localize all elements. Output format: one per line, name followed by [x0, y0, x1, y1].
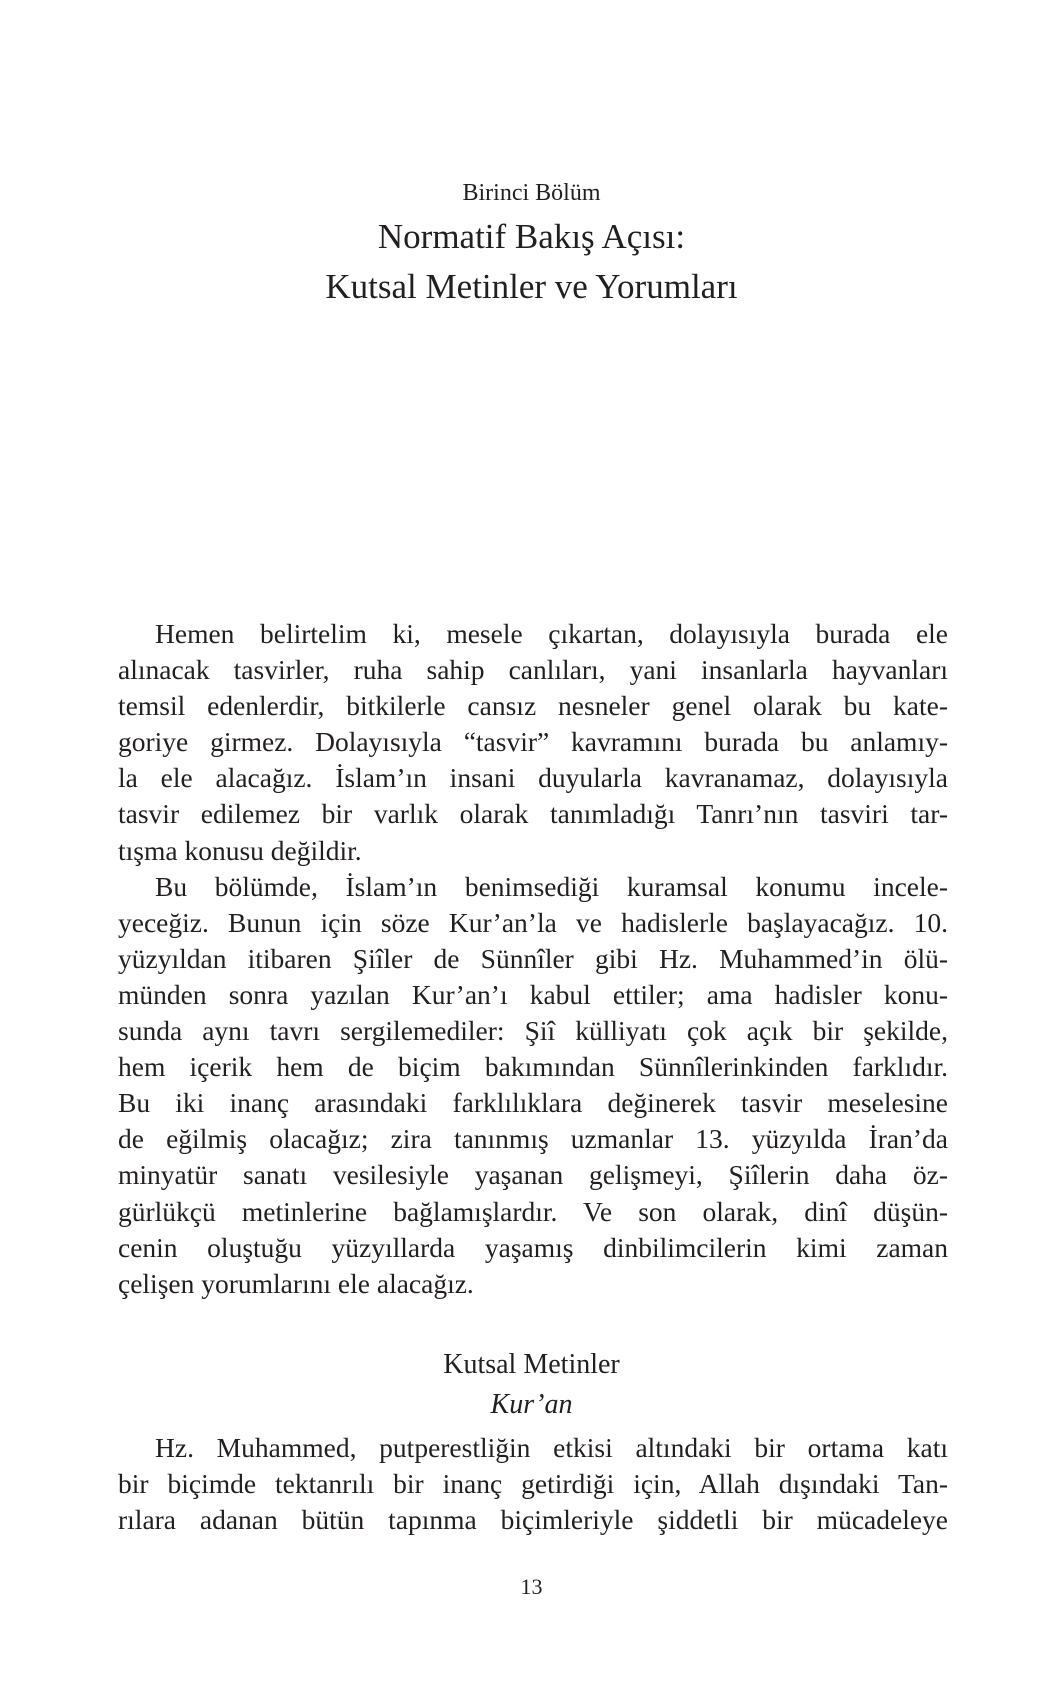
paragraph-line: sunda aynı tavrı sergilemediler: Şiî külliyatı çok açık bir şekilde,	[118, 1015, 948, 1047]
paragraph-line: Hemen belirtelim ki, mesele çıkartan, dolayısıyla burada ele	[155, 618, 948, 649]
paragraph-line: de eğilmiş olacağız; zira tanınmış uzmanlar 13. yüzyılda İran’da	[118, 1123, 948, 1155]
paragraph-line: gürlükçü metinlerine bağlamışlardır. Ve son olarak, dinî düşün-	[118, 1195, 948, 1227]
chapter-label: Birinci Bölüm	[462, 180, 601, 206]
paragraph-line: münden sonra yazılan Kur’an’ı kabul ettiler; ama hadisler konu-	[118, 978, 948, 1010]
quran-paragraph	[118, 1430, 948, 1538]
paragraph-line: temsil edenlerdir, bitkilerle cansız nesneler genel olarak bu kate-	[118, 690, 948, 722]
chapter-title-line: Kutsal Metinler ve Yorumları	[325, 267, 738, 306]
paragraph-line: yüzyıldan itibaren Şiîler de Sünnîler gibi Hz. Muhammed’in ölü-	[118, 942, 948, 974]
page-number: 13	[520, 1574, 543, 1599]
paragraph-line: tışma konusu değildir.	[118, 834, 362, 866]
paragraph-line: çelişen yorumlarını ele alacağız.	[118, 1267, 474, 1299]
paragraph-line: hem içerik hem de biçim bakımından Sünnîlerinkinden farklıdır.	[118, 1051, 948, 1083]
paragraph-line: minyatür sanatı vesilesiyle yaşanan gelişmeyi, Şiîlerin daha öz-	[118, 1159, 948, 1191]
paragraph-line: cenin oluştuğu yüzyıllarda yaşamış dinbilimcilerin kimi zaman	[118, 1231, 948, 1263]
paragraph-line: yeceğiz. Bunun için söze Kur’an’la ve hadislerle başlayacağız. 10.	[118, 906, 948, 938]
paragraph-line: alınacak tasvirler, ruha sahip canlıları, yani insanlarla hayvanları	[118, 654, 948, 686]
chapter-title	[0, 212, 1063, 312]
paragraph-line: Hz. Muhammed, putperestliğin etkisi altındaki bir ortama katı	[155, 1432, 948, 1463]
paragraph-line: la ele alacağız. İslam’ın insani duyularla kavranamaz, dolayısıyla	[118, 762, 948, 794]
section-heading: Kutsal Metinler	[443, 1349, 620, 1380]
paragraph-line: goriye girmez. Dolayısıyla “tasvir” kavramını burada bu anlamıy-	[118, 726, 948, 758]
paragraph-line: Bu iki inanç arasındaki farklılıklara değinerek tasvir meselesine	[118, 1087, 948, 1119]
intro-text	[118, 616, 948, 1302]
paragraph-line: rılara adanan bütün tapınma biçimleriyle şiddetli bir mücadeleye	[118, 1504, 948, 1536]
chapter-title-line: Normatif Bakış Açısı:	[377, 217, 686, 256]
paragraph-line: tasvir edilemez bir varlık olarak tanımladığı Tanrı’nın tasviri tar-	[118, 798, 948, 830]
paragraph-line: bir biçimde tektanrılı bir inanç getirdiği için, Allah dışındaki Tan-	[118, 1468, 948, 1500]
paragraph-line: Bu bölümde, İslam’ın benimsediği kuramsal konumu incele-	[155, 870, 948, 902]
subsection-heading: Kur’an	[490, 1389, 573, 1420]
